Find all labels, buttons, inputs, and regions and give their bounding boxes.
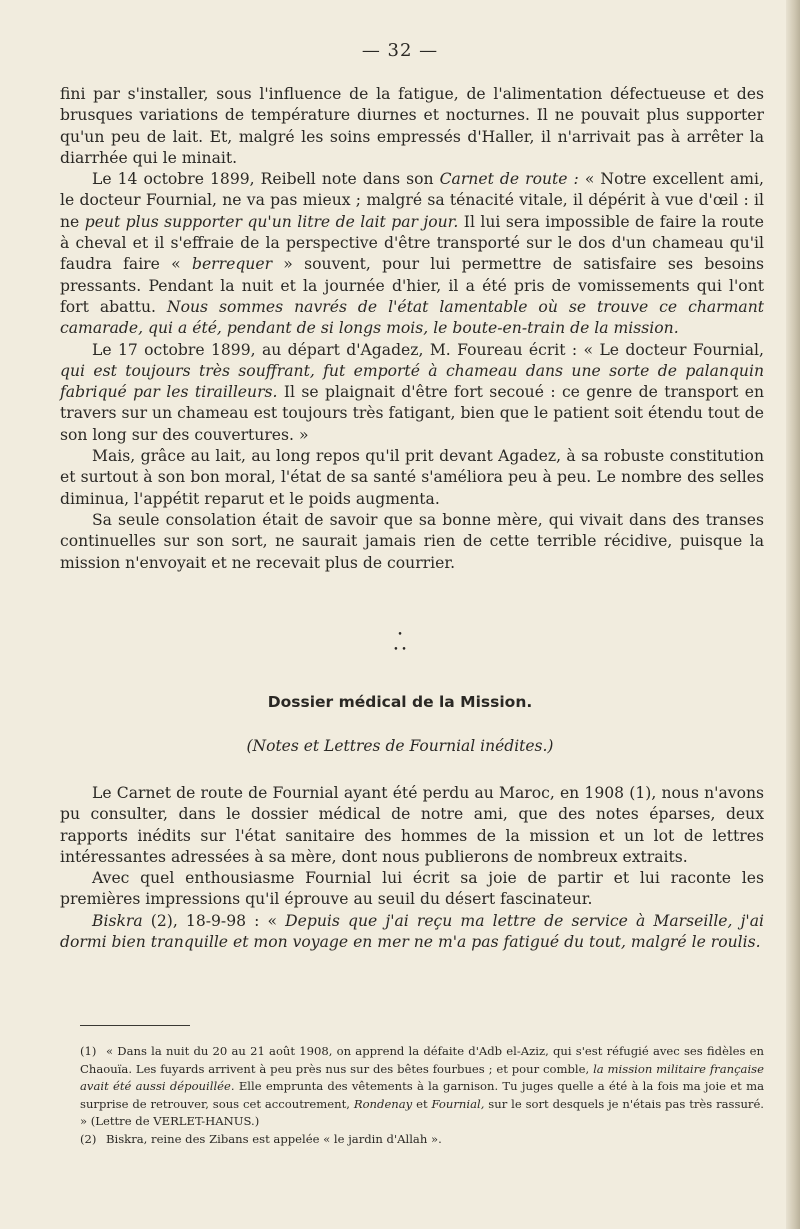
paragraph: Avec quel enthousiasme Fournial lui écrit sa joie de partir et lui raconte les premières impressions qu'il éprouve au seuil du désert fascinateur. bbox=[60, 869, 764, 909]
paragraph: fini par s'installer, sous l'influence de la fatigue, de l'alimentation défectueuse et des brusques variations de température diurnes et nocturnes. Il ne pouvait plus supporter qu'un peu de lait. Et, malgré les soins empressés d'Haller, il n'arrivait pas à arrêter la diarrhée qui le minait. bbox=[60, 85, 764, 167]
footnote-rule bbox=[80, 1025, 190, 1026]
section-title: Dossier médical de la Mission. bbox=[267, 693, 533, 711]
paragraph: Le Carnet de route de Fournial ayant été perdu au Maroc, en 1908 (1), nous n'avons pu consulter, dans le dossier médical de notre ami, que des notes éparses, deux rapports inédits sur l'état sanitaire des hommes de la mission et un lot de lettres intéressantes adressées à sa mère, dont nous publierons de nombreux extraits. bbox=[60, 784, 764, 866]
paragraph: Le 14 octobre 1899, Reibell note dans son Carnet de route : « Notre excellent ami, le docteur Fournial, ne va pas mieux ; malgré sa ténacité vitale, il dépérit à vue d'œil : il ne peut plus supporter qu'un litre de lait par jour. Il lui sera impossible de faire la route à cheval et il s'effraie de la perspective d'être transporté sur le dos d'un chameau qu'il faudra faire « berrequer » souvent, pour lui permettre de satisfaire ses besoins pressants. Pendant la nuit et la journée d'hier, il a été pris de vomissements qui l'ont fort abattu. Nous sommes navrés de l'état lamentable où se trouve ce charmant camarade, qui a été, pendant de si longs mois, le boute-en-train de la mission. bbox=[60, 170, 765, 338]
paragraph: Le 17 octobre 1899, au départ d'Agadez, M. Foureau écrit : « Le docteur Fournial, qui est toujours très souffrant, fut emporté à chameau dans une sorte de palanquin fabriqué par les tirailleurs. Il se plaignait d'être fort secoué : ce genre de transport en travers sur un chameau est toujours très fatigant, bien que le patient soit étendu tout de son long sur des couvertures. » bbox=[60, 340, 765, 444]
body-text bbox=[60, 84, 764, 574]
page-edge bbox=[786, 0, 800, 1229]
separator-bottom: • • bbox=[393, 645, 407, 655]
footnote: (2) Biskra, reine des Zibans est appelée « le jardin d'Allah ». bbox=[80, 1131, 764, 1149]
paragraph: Biskra (2), 18-9-98 : « Depuis que j'ai reçu ma lettre de service à Marseille, j'ai dormi bien tranquille et mon voyage en mer ne m'a pas fatigué du tout, malgré le roulis. bbox=[60, 911, 764, 952]
paragraph: Mais, grâce au lait, au long repos qu'il prit devant Agadez, à sa robuste constitution et surtout à son bon moral, l'état de sa santé s'améliora peu à peu. Le nombre des selles diminua, l'appétit reparut et le poids augmenta. bbox=[60, 447, 764, 508]
page-number: — 32 — bbox=[361, 40, 439, 61]
footnote-label: (2) bbox=[80, 1131, 97, 1146]
separator-top: • bbox=[397, 630, 403, 640]
footnotes bbox=[80, 1043, 764, 1149]
footnote-label: (1) bbox=[80, 1044, 97, 1058]
footnote: (1) « Dans la nuit du 20 au 21 août 1908, on apprend la défaite d'Adb el-Aziz, qui s'est réfugié avec ses fidèles en Chaouïa. Les fuyards arrivent à peu près nus sur des bêtes fourbues ; et pour comble, la mission militaire française avait été aussi dépouillée. Elle emprunta des vêtements à la garnison. Tu juges quelle a été à la fois ma joie et ma surprise de retrouver, sous cet accoutrement, Rondenay et Fournial, sur le sort desquels je n'étais pas très rassuré. » (Lettre de VERLET-HANUS.) bbox=[80, 1044, 764, 1129]
body-text-2 bbox=[60, 783, 764, 953]
section-subtitle: (Notes et Lettres de Fournial inédites.) bbox=[246, 737, 554, 755]
paragraph: Sa seule consolation était de savoir que sa bonne mère, qui vivait dans des transes continuelles sur son sort, ne saurait jamais rien de cette terrible récidive, puisque la mission n'envoyait et ne recevait plus de courrier. bbox=[60, 510, 764, 572]
